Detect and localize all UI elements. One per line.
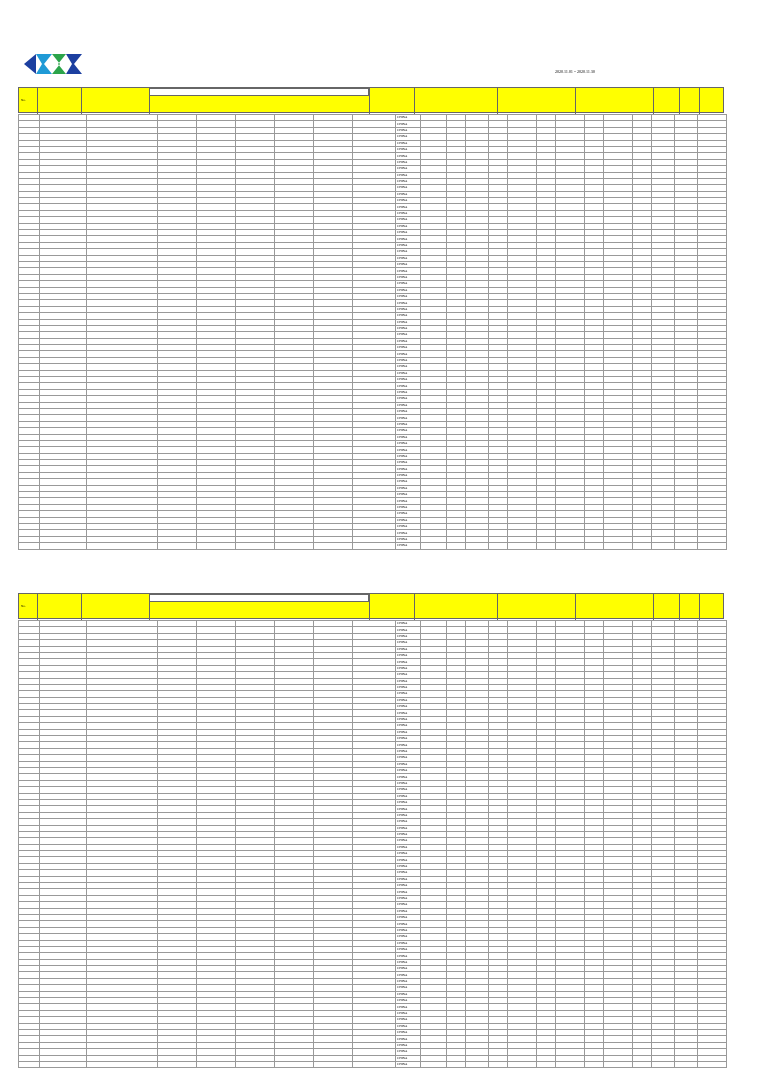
table-cell: CHINA (396, 640, 421, 646)
table-cell: CHINA (396, 831, 421, 837)
table-cell: CHINA (396, 377, 421, 383)
header-divider (149, 88, 150, 114)
table-cell (556, 1061, 585, 1067)
table-cell: CHINA (396, 761, 421, 767)
header-divider (81, 594, 82, 620)
table-cell (87, 543, 158, 549)
table-cell: CHINA (396, 691, 421, 697)
table-cell (652, 1061, 675, 1067)
table-cell (314, 543, 353, 549)
header-no: No. (21, 604, 26, 608)
table-cell: CHINA (396, 1036, 421, 1042)
table-cell (508, 543, 537, 549)
table-cell: CHINA (396, 627, 421, 633)
table-cell: CHINA (396, 492, 421, 498)
table-cell: CHINA (396, 1010, 421, 1016)
header-divider (575, 594, 576, 620)
table-cell: CHINA (396, 857, 421, 863)
table-cell: CHINA (396, 440, 421, 446)
table-cell (158, 543, 197, 549)
table-cell: CHINA (396, 838, 421, 844)
table-cell (19, 543, 40, 549)
header-divider (414, 594, 415, 620)
table-cell: CHINA (396, 153, 421, 159)
table-cell: CHINA (396, 415, 421, 421)
table-cell: CHINA (396, 172, 421, 178)
table-cell: CHINA (396, 204, 421, 210)
table-cell: CHINA (396, 940, 421, 946)
table-cell (275, 1061, 314, 1067)
table-cell: CHINA (396, 249, 421, 255)
header-divider (699, 594, 700, 620)
table-cell: CHINA (396, 806, 421, 812)
table-cell (585, 543, 604, 549)
table-cell: CHINA (396, 434, 421, 440)
table-header-block-1 (18, 87, 724, 113)
table-cell: CHINA (396, 966, 421, 972)
table-cell: CHINA (396, 678, 421, 684)
table-cell: CHINA (396, 934, 421, 940)
table-cell: CHINA (396, 748, 421, 754)
table-cell: CHINA (396, 793, 421, 799)
header-divider (414, 88, 415, 114)
table-cell (633, 543, 652, 549)
header-divider (497, 88, 498, 114)
table-cell: CHINA (396, 991, 421, 997)
header-divider (81, 88, 82, 114)
materials-table-block-2 (18, 620, 727, 1068)
table-cell: CHINA (396, 895, 421, 901)
table-cell (40, 1061, 87, 1067)
table-cell: CHINA (396, 498, 421, 504)
table-cell: CHINA (396, 134, 421, 140)
table-cell: CHINA (396, 428, 421, 434)
table-cell: CHINA (396, 287, 421, 293)
table-cell: CHINA (396, 1055, 421, 1061)
table-cell: CHINA (396, 959, 421, 965)
table-cell (489, 1061, 508, 1067)
table-cell: CHINA (396, 230, 421, 236)
table-row (19, 543, 727, 549)
table-cell: CHINA (396, 921, 421, 927)
header-divider (37, 88, 38, 114)
table-cell (466, 543, 489, 549)
table-cell: CHINA (396, 447, 421, 453)
table-cell: CHINA (396, 268, 421, 274)
table-cell: CHINA (396, 978, 421, 984)
header-divider (497, 594, 498, 620)
table-cell: CHINA (396, 185, 421, 191)
table-cell: CHINA (396, 472, 421, 478)
table-cell: CHINA (396, 646, 421, 652)
table-cell (633, 1061, 652, 1067)
table-cell: CHINA (396, 421, 421, 427)
table-cell (537, 543, 556, 549)
header-divider (575, 88, 576, 114)
table-cell: CHINA (396, 191, 421, 197)
table-cell (197, 1061, 236, 1067)
table-cell: CHINA (396, 306, 421, 312)
table-cell (675, 543, 698, 549)
table-cell: CHINA (396, 223, 421, 229)
table-cell: CHINA (396, 146, 421, 152)
table-cell: CHINA (396, 1004, 421, 1010)
table-cell: CHINA (396, 985, 421, 991)
table-cell: CHINA (396, 178, 421, 184)
table-row (19, 1061, 727, 1067)
table-cell: CHINA (396, 351, 421, 357)
table-cell: CHINA (396, 876, 421, 882)
table-cell: CHINA (396, 1061, 421, 1067)
header-no: No. (21, 98, 26, 102)
table-cell: CHINA (396, 659, 421, 665)
table-cell (421, 1061, 447, 1067)
table-cell: CHINA (396, 1042, 421, 1048)
table-cell: CHINA (396, 819, 421, 825)
report-date-range: 2020.11.01 ~ 2020.11.30 (555, 69, 595, 74)
table-cell: CHINA (396, 504, 421, 510)
table-cell: CHINA (396, 140, 421, 146)
table-cell: CHINA (396, 217, 421, 223)
table-cell: CHINA (396, 517, 421, 523)
table-cell: CHINA (396, 1030, 421, 1036)
table-cell: CHINA (396, 742, 421, 748)
table-cell: CHINA (396, 998, 421, 1004)
table-cell: CHINA (396, 946, 421, 952)
table-cell: CHINA (396, 338, 421, 344)
table-cell: CHINA (396, 281, 421, 287)
table-cell (87, 1061, 158, 1067)
table-cell: CHINA (396, 953, 421, 959)
table-cell: CHINA (396, 236, 421, 242)
table-cell (353, 1061, 396, 1067)
table-cell: CHINA (396, 293, 421, 299)
table-cell: CHINA (396, 115, 421, 121)
table-cell: CHINA (396, 261, 421, 267)
header-divider (369, 88, 370, 114)
table-cell: CHINA (396, 902, 421, 908)
table-cell: CHINA (396, 883, 421, 889)
table-cell: CHINA (396, 345, 421, 351)
table-cell: CHINA (396, 972, 421, 978)
header-divider (653, 88, 654, 114)
table-cell (698, 1061, 727, 1067)
table-cell: CHINA (396, 402, 421, 408)
table-cell (447, 1061, 466, 1067)
table-cell: CHINA (396, 812, 421, 818)
header-divider (679, 88, 680, 114)
table-cell: CHINA (396, 121, 421, 127)
table-cell: CHINA (396, 255, 421, 261)
model-header-strip (149, 594, 369, 602)
table-cell: CHINA (396, 621, 421, 627)
header-divider (679, 594, 680, 620)
table-cell: CHINA (396, 530, 421, 536)
header-divider (369, 594, 370, 620)
table-cell: CHINA (396, 536, 421, 542)
table-cell: CHINA (396, 1049, 421, 1055)
table-cell: CHINA (396, 325, 421, 331)
table-cell: CHINA (396, 524, 421, 530)
table-cell (489, 543, 508, 549)
table-cell: CHINA (396, 729, 421, 735)
table-cell: CHINA (396, 697, 421, 703)
table-cell: CHINA (396, 383, 421, 389)
table-cell (675, 1061, 698, 1067)
company-logo (22, 51, 84, 77)
table-cell: CHINA (396, 485, 421, 491)
table-cell: CHINA (396, 723, 421, 729)
table-cell: CHINA (396, 198, 421, 204)
table-cell: CHINA (396, 851, 421, 857)
table-cell: CHINA (396, 364, 421, 370)
table-cell: CHINA (396, 357, 421, 363)
table-cell: CHINA (396, 716, 421, 722)
table-cell: CHINA (396, 300, 421, 306)
table-cell: CHINA (396, 787, 421, 793)
table-cell (698, 543, 727, 549)
table-cell (197, 543, 236, 549)
table-cell (556, 543, 585, 549)
table-cell: CHINA (396, 633, 421, 639)
table-cell: CHINA (396, 736, 421, 742)
header-divider (699, 88, 700, 114)
table-cell: CHINA (396, 1017, 421, 1023)
table-cell (421, 543, 447, 549)
table-cell: CHINA (396, 825, 421, 831)
table-cell (604, 1061, 633, 1067)
table-cell: CHINA (396, 844, 421, 850)
table-cell: CHINA (396, 710, 421, 716)
table-cell: CHINA (396, 511, 421, 517)
table-cell: CHINA (396, 704, 421, 710)
table-cell: CHINA (396, 466, 421, 472)
table-cell (508, 1061, 537, 1067)
table-cell: CHINA (396, 389, 421, 395)
table-cell: CHINA (396, 889, 421, 895)
table-cell: CHINA (396, 684, 421, 690)
table-cell: CHINA (396, 166, 421, 172)
table-cell (447, 543, 466, 549)
table-cell: CHINA (396, 396, 421, 402)
header-divider (149, 594, 150, 620)
table-cell (19, 1061, 40, 1067)
table-cell (158, 1061, 197, 1067)
table-cell (585, 1061, 604, 1067)
table-cell: CHINA (396, 927, 421, 933)
table-cell: CHINA (396, 774, 421, 780)
table-cell (236, 543, 275, 549)
table-cell: CHINA (396, 665, 421, 671)
table-header-block-2 (18, 593, 724, 619)
table-cell: CHINA (396, 799, 421, 805)
header-divider (653, 594, 654, 620)
table-cell (40, 543, 87, 549)
table-cell: CHINA (396, 479, 421, 485)
table-cell: CHINA (396, 460, 421, 466)
materials-table-block-1 (18, 114, 727, 550)
table-cell (275, 543, 314, 549)
table-cell: CHINA (396, 370, 421, 376)
table-cell: CHINA (396, 755, 421, 761)
table-cell: CHINA (396, 159, 421, 165)
table-cell: CHINA (396, 543, 421, 549)
table-cell: CHINA (396, 652, 421, 658)
table-cell: CHINA (396, 914, 421, 920)
model-header-strip (149, 88, 369, 96)
table-cell: CHINA (396, 870, 421, 876)
table-cell: CHINA (396, 767, 421, 773)
table-cell (353, 543, 396, 549)
table-cell (604, 543, 633, 549)
table-cell: CHINA (396, 908, 421, 914)
table-cell: CHINA (396, 332, 421, 338)
table-cell: CHINA (396, 242, 421, 248)
table-cell (236, 1061, 275, 1067)
header-divider (37, 594, 38, 620)
table-cell: CHINA (396, 127, 421, 133)
table-cell: CHINA (396, 408, 421, 414)
table-cell: CHINA (396, 319, 421, 325)
table-cell: CHINA (396, 453, 421, 459)
table-cell: CHINA (396, 274, 421, 280)
table-cell (314, 1061, 353, 1067)
table-cell: CHINA (396, 1023, 421, 1029)
table-cell: CHINA (396, 863, 421, 869)
table-cell (652, 543, 675, 549)
table-cell: CHINA (396, 210, 421, 216)
table-cell: CHINA (396, 672, 421, 678)
table-cell: CHINA (396, 313, 421, 319)
table-cell: CHINA (396, 780, 421, 786)
table-cell (466, 1061, 489, 1067)
table-cell (537, 1061, 556, 1067)
